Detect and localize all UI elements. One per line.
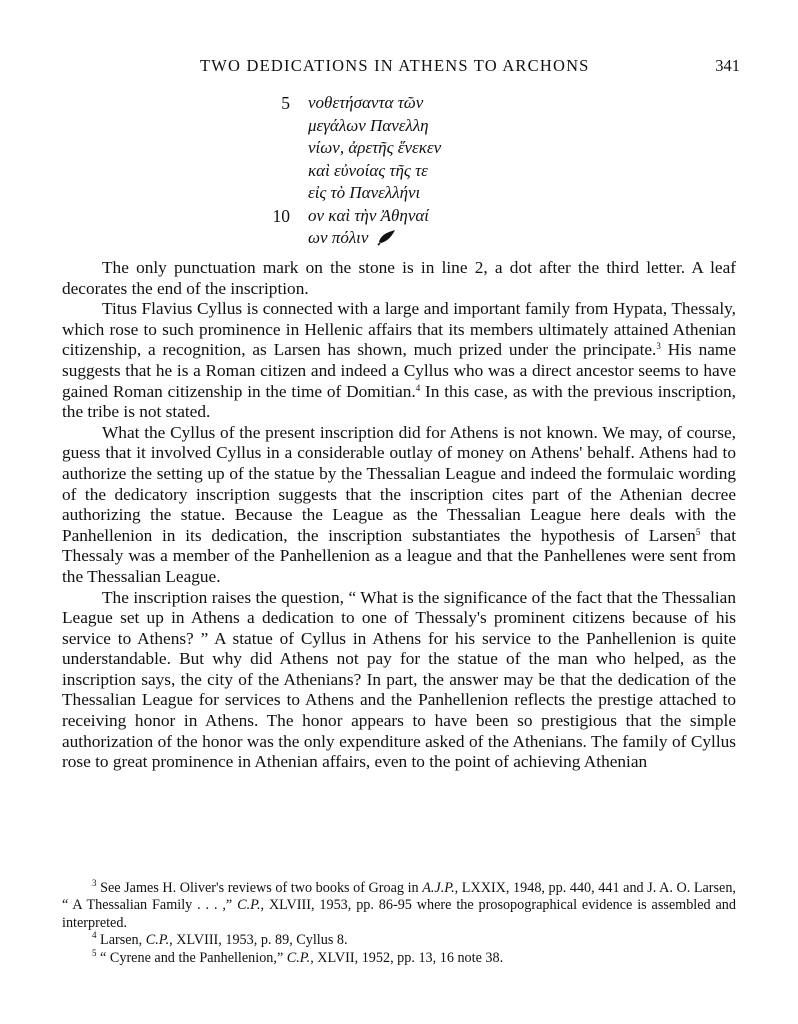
journal-abbrev: C.P.: [145, 932, 170, 949]
footnote-text: , LXXIX, 1948, pp. 440, 441 and J. A. O. Larsen, “ A Thessalian Family . . . ,”: [62, 880, 736, 914]
paragraph-text: that Thessaly was a member of the Panhellenion as a league and that the Panhellenes were sent from the Thessalian League.: [62, 525, 736, 586]
body-text: [62, 258, 736, 773]
footnote-ref: 5: [695, 526, 701, 537]
journal-abbrev: C.P.: [237, 897, 261, 914]
footnote-text: , XLVIII, 1953, pp. 86-95 where the prosopographical evidence is assembled and interpreted.: [62, 897, 736, 931]
inscription-text: μεγάλων Πανελλη: [308, 115, 429, 135]
footnote-4: [62, 932, 736, 949]
greek-inscription: [268, 92, 528, 250]
line-number: 5: [281, 93, 290, 113]
footnote-text: “ Cyrene and the Panhellenion,”: [96, 949, 287, 966]
page-number: 341: [715, 56, 740, 75]
footnote-3: [62, 880, 736, 932]
inscription-line: [268, 205, 528, 228]
inscription-line: [268, 92, 528, 115]
line-number: 10: [272, 205, 290, 226]
journal-abbrev: A.J.P.: [422, 880, 455, 896]
inscription-text: ων πόλιν: [308, 228, 369, 247]
footnote-ref: 4: [415, 382, 421, 393]
footnotes: [62, 880, 736, 967]
page-header: [0, 56, 798, 80]
footnote-number: 3: [92, 878, 97, 888]
footnote-text: , XLVIII, 1953, p. 89, Cyllus 8.: [169, 932, 348, 949]
paragraph: [62, 258, 736, 299]
inscription-text: νίων, ἀρετῆς ἕνεκεν: [308, 138, 442, 157]
paragraph-text: Titus Flavius Cyllus is connected with a large and important family from Hypata, Thessaly, which rose to such prominence in Hellenic affairs that its members ultimately attained Athenian citizenship, a recognition, as Larsen has shown, much prized under the principate.: [62, 299, 736, 360]
inscription-text: νοθετήσαντα τῶν: [308, 93, 424, 112]
footnote-number: 5: [92, 947, 97, 958]
paragraph: [62, 299, 736, 423]
paragraph-text: His name suggests that he is a Roman citizen and indeed a Cyllus who was a direct ancestor seems to have gained Roman citizenship in the time of Domitian.: [62, 340, 736, 401]
inscription-text: ον καὶ τὴν Ἀθηναί: [308, 205, 430, 225]
leaf-icon: [377, 228, 397, 253]
paragraph-text: What the Cyllus of the present inscription did for Athens is not known. We may, of course, guess that it involved Cyllus in a considerable outlay of money on Athens' behalf. Athens had to authorize the setting up of the statue by the Thessalian League and indeed the formulaic wording of the dedicatory inscription suggests that the inscription cites part of the Athenian decree authorizing the statue. Because the League as the Thessalian League here deals with the Panhellenion in its dedication, the inscription substantiates the hypothesis of Larsen: [62, 422, 736, 545]
footnote-text: Larsen,: [96, 932, 146, 949]
inscription-line: [268, 160, 528, 183]
footnote-ref: 3: [656, 341, 661, 352]
paragraph: [62, 423, 736, 588]
running-title: TWO DEDICATIONS IN ATHENS TO ARCHONS: [200, 56, 590, 75]
journal-abbrev: C.P.: [286, 949, 311, 966]
footnote-text: See James H. Oliver's reviews of two books of Groag in: [96, 880, 423, 896]
paragraph-text: The only punctuation mark on the stone is in line 2, a dot after the third letter. A leaf decorates the end of the inscription.: [62, 258, 736, 298]
inscription-text: καὶ εὐνοίας τῆς τε: [308, 160, 428, 180]
footnote-5: [62, 947, 736, 967]
inscription-line: [268, 115, 528, 138]
inscription-line: [268, 137, 528, 160]
footnote-number: 4: [92, 930, 97, 941]
footnote-text: , XLVII, 1952, pp. 13, 16 note 38.: [310, 949, 504, 966]
paragraph: [62, 588, 736, 773]
inscription-line: [268, 227, 528, 250]
inscription-line: [268, 182, 528, 205]
paragraph-text: The inscription raises the question, “ What is the significance of the fact that the Thessalian League set up in Athens a dedication to one of Thessaly's prominent citizens because of his service to Athens? ” A statue of Cyllus in Athens for his service to the Panhellenion is quite understandable. But why did Athens not pay for the statue of the man who helped, as the inscription says, the city of the Athenians? In part, the answer may be that the dedication of the Thessalian League for services to Athens and the Panhellenion reflects the prestige attached to receiving honor in Athens. The honor appears to have been so prestigious that the simple authorization of the honor was the only expenditure asked of the Athenians. The family of Cyllus rose to great prominence in Athenian affairs, even to the point of achieving Athenian: [62, 587, 736, 772]
paragraph-text: In this case, as with the previous inscription, the tribe is not stated.: [62, 381, 736, 422]
inscription-text: εἰς τὸ Πανελλήνι: [308, 183, 421, 202]
